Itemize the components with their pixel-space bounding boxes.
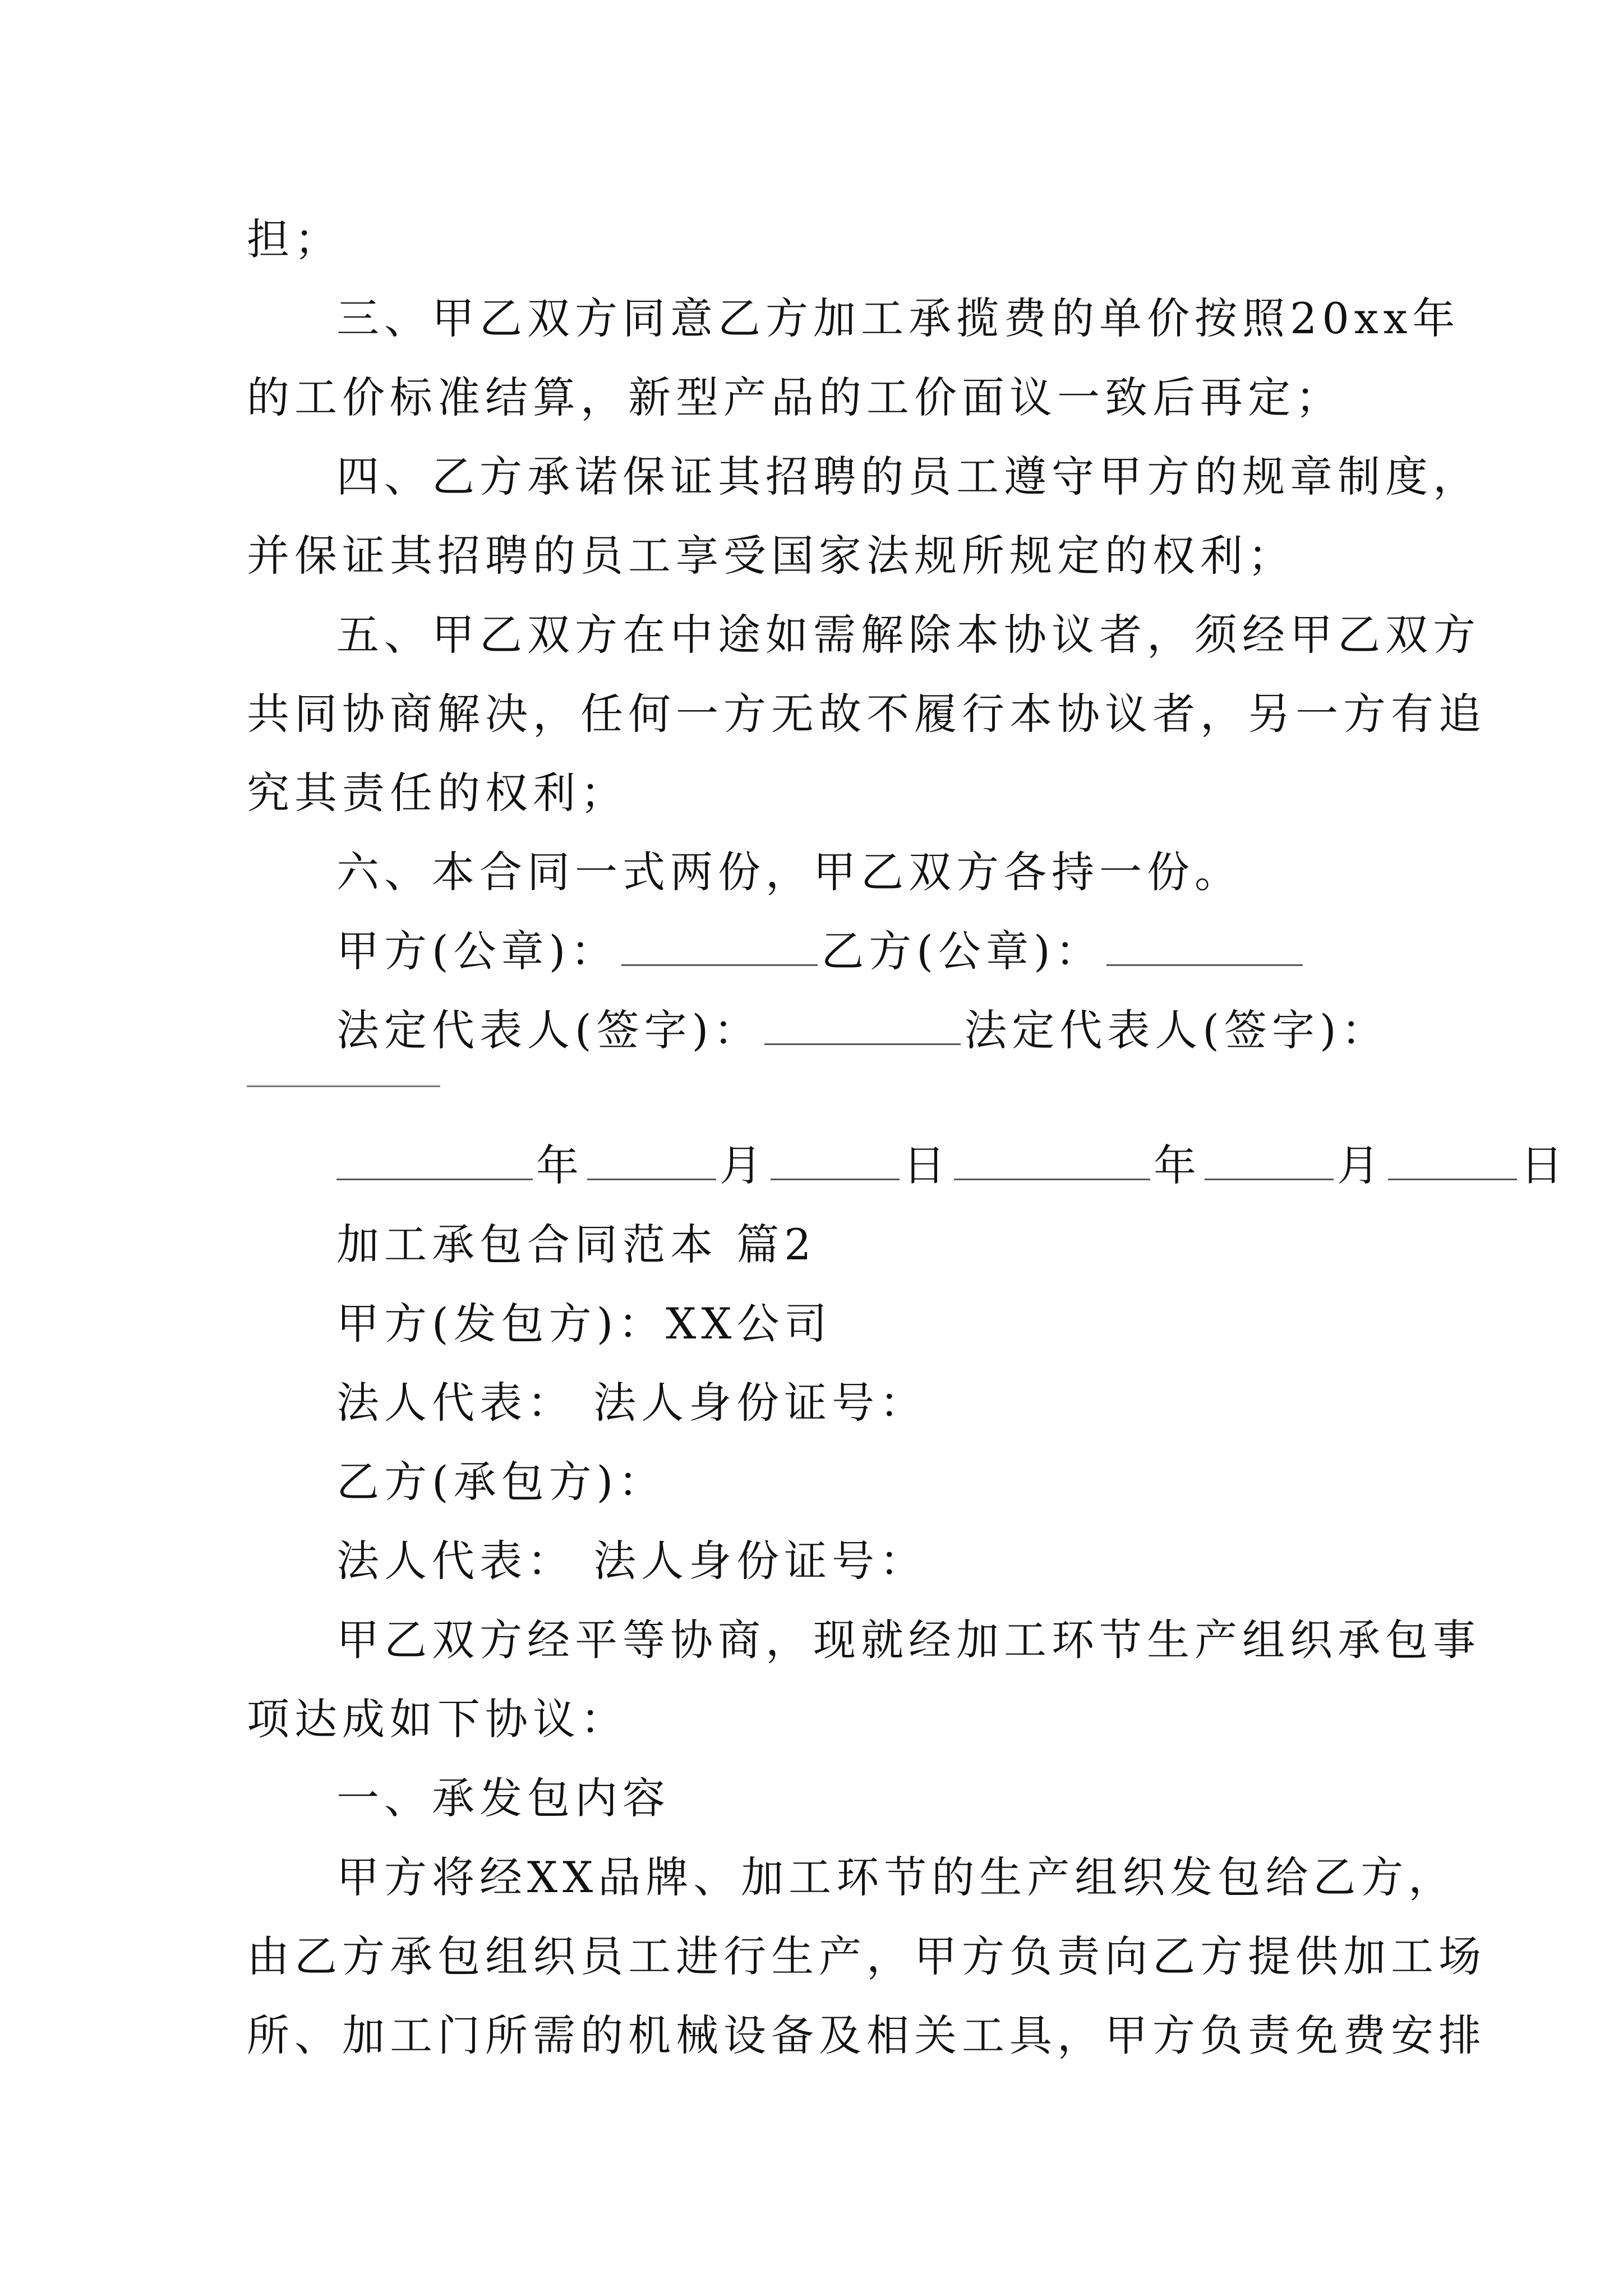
year-b-label: 年 — [1154, 1140, 1201, 1190]
day-b-blank — [1388, 1144, 1517, 1180]
intro-line-2: 项达成如下协议： — [247, 1694, 628, 1744]
text-line: 担； — [247, 214, 342, 264]
party-b-seal-label: 乙方(公章)： — [821, 926, 1103, 976]
clause-5-line-3: 究其责任的权利； — [247, 768, 628, 818]
clause-1-line-2: 由乙方承包组织员工进行生产，甲方负责向乙方提供加工场 — [247, 1931, 1486, 1981]
year-a-label: 年 — [536, 1140, 584, 1190]
month-a-blank — [587, 1144, 716, 1180]
month-b-label: 月 — [1337, 1140, 1385, 1190]
clause-5-line-1: 五、甲乙双方在中途如需解除本协议者，须经甲乙双方 — [336, 610, 1481, 660]
clause-6-line: 六、本合同一式两份，甲乙双方各持一份。 — [336, 847, 1242, 897]
legal-rep-sign-line — [336, 1002, 1389, 1059]
party-b-rep-line: 法人代表： 法人身份证号： — [336, 1536, 928, 1586]
party-b-line: 乙方(承包方)： — [336, 1457, 666, 1507]
date-line — [336, 1138, 1568, 1194]
year-a-blank — [336, 1144, 533, 1180]
day-a-label: 日 — [903, 1140, 951, 1190]
clause-1-line-1: 甲方将经XX品牌、加工环节的生产组织发包给乙方， — [336, 1852, 1456, 1902]
party-b-seal-blank — [1106, 930, 1303, 966]
legal-rep-sign-a-label: 法定代表人(签字)： — [336, 1005, 762, 1055]
clause-3-line-2: 的工价标准结算，新型产品的工价面议一致后再定； — [247, 372, 1343, 422]
clause-1-line-3: 所、加工门所需的机械设备及相关工具，甲方负责免费安排 — [247, 2010, 1486, 2060]
month-b-blank — [1205, 1144, 1334, 1180]
clause-4-line-2: 并保证其招聘的员工享受国家法规所规定的权利； — [247, 531, 1295, 581]
party-a-seal-label: 甲方(公章)： — [336, 926, 619, 976]
seal-line — [336, 923, 1306, 979]
party-a-seal-blank — [621, 930, 818, 966]
clause-3-line-1: 三、甲乙双方同意乙方加工承揽费的单价按照20xx年 — [336, 293, 1460, 343]
party-a-line: 甲方(发包方)：XX公司 — [336, 1299, 832, 1349]
day-b-label: 日 — [1520, 1140, 1568, 1190]
legal-rep-sign-a-blank — [764, 1009, 961, 1045]
intro-line-1: 甲乙双方经平等协商，现就经加工环节生产组织承包事 — [336, 1615, 1481, 1665]
clause-4-line-1: 四、乙方承诺保证其招聘的员工遵守甲方的规章制度， — [336, 452, 1481, 501]
legal-rep-sign-b-blank — [247, 1085, 440, 1087]
clause-1-title: 一、承发包内容 — [336, 1773, 670, 1823]
legal-rep-sign-b-label: 法定代表人(签字)： — [964, 1005, 1389, 1055]
clause-5-line-2: 共同协商解决，任何一方无故不履行本协议者，另一方有追 — [247, 689, 1486, 739]
day-a-blank — [771, 1144, 900, 1180]
month-a-label: 月 — [720, 1140, 767, 1190]
year-b-blank — [954, 1144, 1150, 1180]
section-2-heading: 加工承包合同范本 篇2 — [336, 1220, 817, 1269]
party-a-rep-line: 法人代表： 法人身份证号： — [336, 1378, 928, 1428]
